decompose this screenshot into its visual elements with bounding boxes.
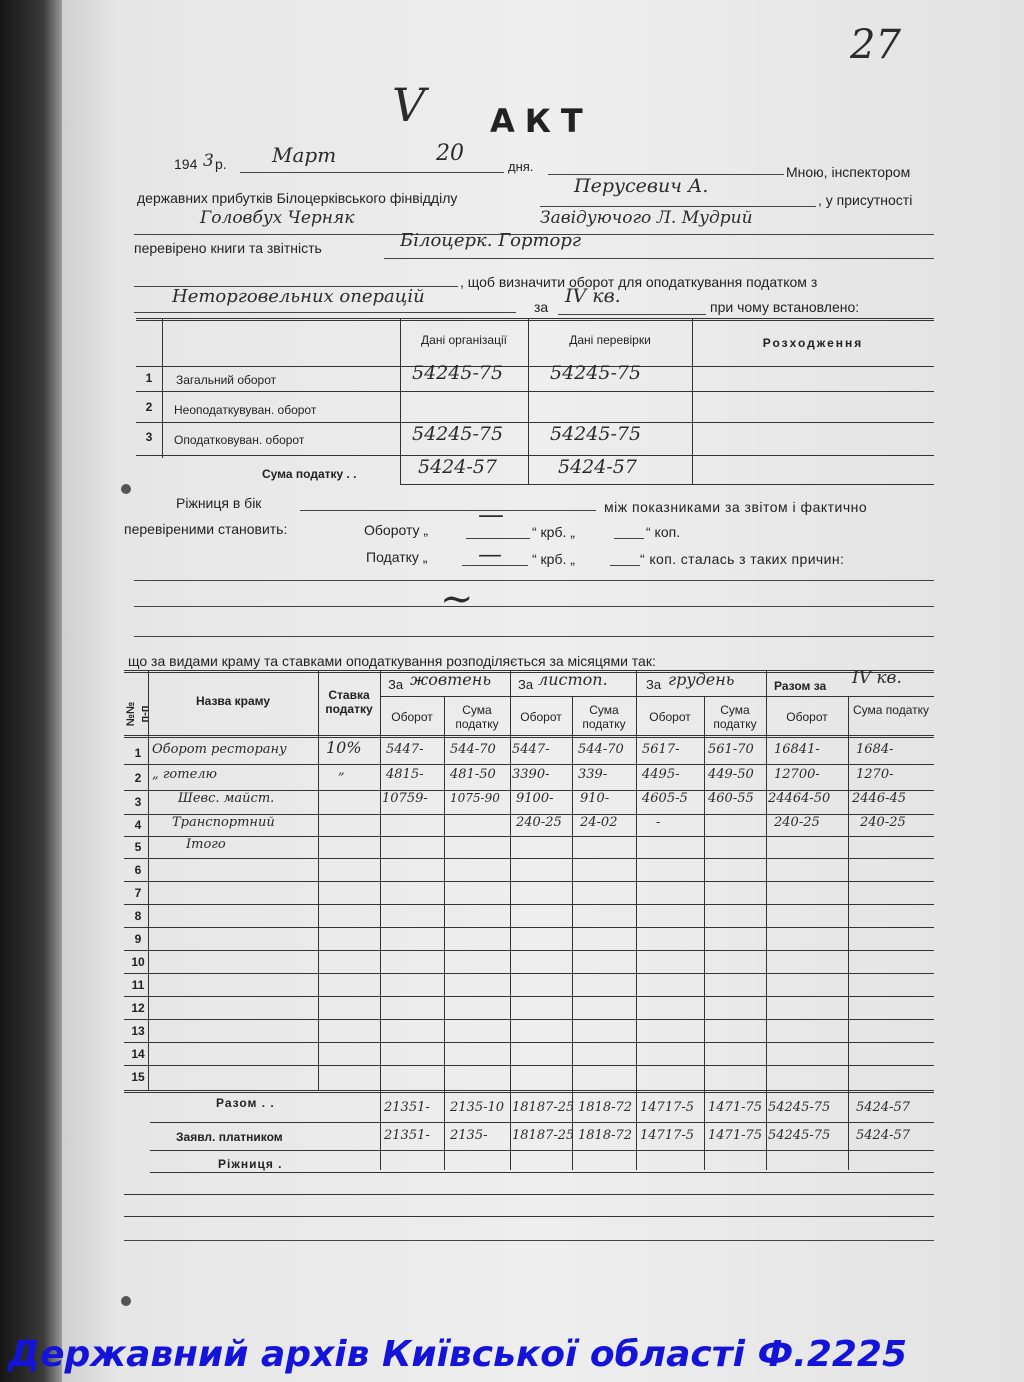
row-number: 9 [134,932,142,946]
sub-turnover-total: Оборот [786,710,828,724]
summary-check-value: 5424-57 [558,456,637,478]
m3-turnover: - [656,815,661,830]
total-tax: 2446-45 [852,791,907,806]
m2-turnover: 9100- [516,791,554,806]
m1-tax: 1075-90 [450,791,500,805]
col-tax-rate: Ставка податку [325,688,373,716]
goods-name: Ітого [186,837,226,852]
purpose-label: , щоб визначити оборот для оподаткування податком з [460,274,818,290]
turnover-label: Обороту „ [364,522,429,538]
inspector-name: Перусевич А. [574,175,709,197]
tax-diff-label: Податку „ [366,549,428,565]
difference-text-2: перевіреними становить: [124,521,288,537]
declared-row-label: Заявл. платником [176,1130,283,1144]
year-unit: р. [215,156,227,172]
m2-tax: 910- [580,791,610,806]
difference-text: між показниками за звітом і фактично [604,499,868,515]
m2-tax: 24-02 [580,815,618,830]
declared-m1-tax: 2135- [450,1128,488,1143]
summary-org-value: 54245-75 [412,362,504,384]
declared-m1-turnover: 21351- [384,1128,430,1143]
row-number: 8 [134,909,142,923]
total-turnover: 240-25 [774,815,820,830]
summary-org-value: 54245-75 [412,423,504,445]
sub-tax-1: Сума податку [455,703,499,731]
row-number: 15 [131,1070,145,1084]
reason-label: “ коп. сталась з таких причин: [640,551,845,567]
m3-turnover: 5617- [642,742,680,757]
total-tax: 1270- [856,767,894,782]
m2-tax: 339- [578,767,608,782]
col-org-data: Дані організації [421,333,507,347]
summary-org-value: 5424-57 [418,456,497,478]
present-person-2: Завідуючого Л. Мудрий [540,208,753,228]
breakdown-intro: що за видами краму та ставками оподаткування розподіляється за місяцями так: [128,653,656,669]
document-title: АКТ [490,102,593,140]
row-number: 2 [134,771,142,785]
sub-turnover-1: Оборот [391,710,433,724]
row-number: 6 [134,863,142,877]
month-2-name: листоп. [538,670,608,689]
col-goods-name: Назва краму [195,694,271,708]
month-1-name: жовтень [410,670,492,689]
total-m3-turnover: 14717-5 [640,1100,695,1115]
tax-rate: „ [338,763,345,778]
difference-row-label: Ріжниця . [218,1157,283,1171]
total-m3-tax: 1471-75 [708,1100,763,1115]
total-tax: 1684- [856,742,894,757]
punch-hole [121,484,131,494]
goods-name: Шевс. майст. [178,791,275,806]
sub-tax-total: Сума податку [853,703,929,717]
month-3-name: грудень [668,670,735,689]
sub-tax-3: Сума податку [713,703,757,731]
m1-tax: 481-50 [450,767,496,782]
m3-tax: 460-55 [708,791,754,806]
summary-row-label: Неоподаткувуван. оборот [174,403,317,417]
tax-diff-value: — [478,540,502,568]
tax-type: Неторговельних операцій [172,286,425,307]
declared-tax-sum: 5424-57 [856,1128,911,1143]
summary-row-label: Оподатковуван. оборот [174,433,305,447]
row-number: 12 [131,1001,145,1015]
summary-row-number: 3 [145,430,153,444]
m3-tax: 561-70 [708,742,754,757]
total-turnover: 12700- [774,767,820,782]
checked-organization: Білоцерк. Горторг [400,230,582,251]
total-m1-tax: 2135-10 [450,1100,505,1115]
declared-m3-turnover: 14717-5 [640,1128,695,1143]
goods-name: „ готелю [152,767,218,782]
month-3-prefix: За [646,677,662,692]
total-prefix: Разом за [774,679,827,693]
sub-turnover-3: Оборот [649,710,691,724]
year-suffix: 3 [203,151,214,171]
summary-row-label: Сума податку . . [262,467,357,481]
punch-hole [121,1296,131,1306]
total-tax-sum: 5424-57 [856,1100,911,1115]
year-prefix: 194 [174,156,198,172]
organization-label: державних прибутків Білоцерківського фінвідділу [137,190,458,206]
sub-tax-2: Сума податку [582,703,626,731]
reason-dash-mark: ~ [440,576,474,622]
declared-m3-tax: 1471-75 [708,1128,763,1143]
row-number: 13 [131,1024,145,1038]
summary-row-number: 1 [145,371,153,385]
row-number: 11 [131,978,145,992]
checked-label: перевірено книги та звітність [134,240,322,256]
declared-turnover-sum: 54245-75 [768,1128,831,1143]
row-number: 4 [134,818,142,832]
total-tax: 240-25 [860,815,906,830]
m2-tax: 544-70 [578,742,624,757]
sub-turnover-2: Оборот [520,710,562,724]
month-2-prefix: За [518,677,534,692]
col-discrepancy: Розходження [762,336,864,350]
m3-turnover: 4605-5 [642,791,688,806]
turnover-value: — [478,500,504,530]
total-period: IV кв. [852,668,902,688]
row-number: 5 [134,840,142,854]
month-value: Март [272,143,337,167]
difference-label: Ріжниця в бік [176,495,262,511]
present-person-1: Головбух Черняк [200,208,355,228]
summary-check-value: 54245-75 [550,423,642,445]
total-m2-turnover: 18187-25 [512,1100,575,1115]
check-mark: V [392,78,426,132]
m2-turnover: 3390- [512,767,550,782]
summary-row-label: Загальний оборот [176,373,277,387]
col-check-data: Дані перевірки [569,333,651,347]
tax-rate: 10% [326,738,362,757]
summary-check-value: 54245-75 [550,362,642,384]
m3-turnover: 4495- [642,767,680,782]
m1-turnover: 10759- [382,791,428,806]
m2-turnover: 5447- [512,742,550,757]
total-turnover: 16841- [774,742,820,757]
total-m1-turnover: 21351- [384,1100,430,1115]
kop-label: “ коп. [646,524,681,540]
declared-m2-turnover: 18187-25 [512,1128,575,1143]
row-number: 10 [131,955,145,969]
page-number: 27 [850,22,901,68]
total-turnover-sum: 54245-75 [768,1100,831,1115]
presence-label: , у присутності [818,192,913,208]
declared-m2-tax: 1818-72 [578,1128,633,1143]
day-label: дня. [508,159,534,174]
binding-edge [0,0,62,1382]
row-number: 7 [134,886,142,900]
row-number: 3 [134,795,142,809]
total-m2-tax: 1818-72 [578,1100,633,1115]
period-prefix: за [534,299,549,315]
row-number: 14 [131,1047,145,1061]
col-row-number: №№ п-п [125,701,151,727]
summary-row-number: 2 [145,400,153,414]
rub-label: “ крб. „ [532,524,575,540]
archive-caption: Державний архів Київської області Ф.2225 [8,1334,908,1375]
found-label: при чому встановлено: [710,299,860,315]
rub-label-2: “ крб. „ [532,551,575,567]
row-number: 1 [134,746,142,760]
total-turnover: 24464-50 [768,791,831,806]
m1-turnover: 5447- [386,742,424,757]
goods-name: Транспортний [172,815,275,830]
m2-turnover: 240-25 [516,815,562,830]
goods-name: Оборот ресторану [152,742,287,757]
day-value: 20 [436,141,464,166]
period-value: IV кв. [565,285,621,307]
total-row-label: Разом . . [216,1096,275,1110]
m1-tax: 544-70 [450,742,496,757]
m3-tax: 449-50 [708,767,754,782]
inspector-label: Мною, інспектором [786,164,911,180]
m1-turnover: 4815- [386,767,424,782]
month-1-prefix: За [388,677,404,692]
